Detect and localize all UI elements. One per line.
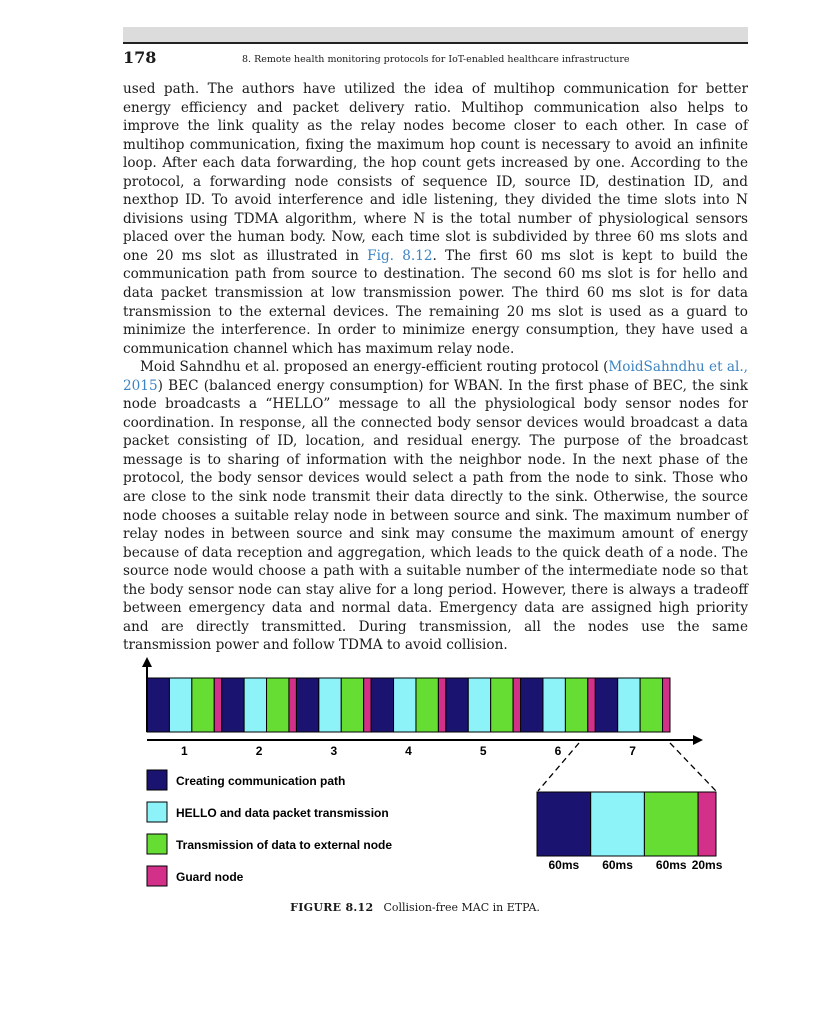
running-head: 8. Remote health monitoring protocols for IoT-enabled healthcare infrastructure: [242, 54, 630, 65]
slot-label-7: 7: [629, 744, 636, 758]
slot-labels: [181, 744, 636, 758]
slot-label-2: 2: [255, 744, 263, 758]
zoom-subslot-2: [591, 792, 645, 856]
slot-4-subslot-1: [371, 678, 393, 732]
slot-2-subslot-1: [222, 678, 244, 732]
zoom-connector-right: [670, 743, 716, 791]
timeline-bars: [147, 678, 670, 732]
slot-6-subslot-2: [543, 678, 565, 732]
paragraph-2-text-a: Moid Sahndhu et al. proposed an energy-efficient routing protocol (: [140, 359, 609, 376]
slot-label-4: 4: [405, 744, 412, 758]
slot-7-subslot-2: [618, 678, 640, 732]
figure-caption: [0, 901, 830, 914]
duration-label-3: 60ms: [655, 858, 687, 872]
citation-link[interactable]: MoidSahndhu et al., 2015: [123, 359, 748, 394]
zoom-labels: [548, 858, 722, 872]
page-number: 178: [123, 48, 157, 67]
slot-1-subslot-1: [147, 678, 169, 732]
slot-4-subslot-3: [416, 678, 438, 732]
slot-4-subslot-2: [394, 678, 416, 732]
slot-5-subslot-2: [468, 678, 490, 732]
slot-1-subslot-3: [192, 678, 214, 732]
slot-7-subslot-3: [640, 678, 662, 732]
slot-6-subslot-3: [565, 678, 587, 732]
slot-2-subslot-2: [244, 678, 266, 732]
legend-label-1: Creating communication path: [176, 774, 346, 788]
slot-3-subslot-3: [341, 678, 363, 732]
legend-swatch-4: [147, 866, 167, 886]
slot-label-5: 5: [479, 744, 487, 758]
paragraph-1-text-b: . The first 60 ms slot is kept to build the communication path from source to destination. The second 60 ms slot is for hello and data packet transmission at low transmission power. The third 60 ms slot is for data transmission to the external devices. The remaining 20 ms slot is used as a guard to minimize the interference. In order to minimize energy consumption, they have used a communication channel which has maximum relay node.: [123, 247, 748, 357]
slot-4-subslot-4: [438, 678, 445, 732]
slot-2-subslot-4: [289, 678, 296, 732]
legend-swatch-2: [147, 802, 167, 822]
duration-label-4: 20ms: [691, 858, 723, 872]
legend-swatch-1: [147, 770, 167, 790]
slot-7-subslot-1: [595, 678, 617, 732]
legend-label-2: HELLO and data packet transmission: [176, 806, 389, 820]
slot-5-subslot-4: [513, 678, 520, 732]
slot-3-subslot-4: [364, 678, 371, 732]
slot-3-subslot-2: [319, 678, 341, 732]
figure-reference-link[interactable]: Fig. 8.12: [367, 247, 433, 264]
slot-5-subslot-1: [446, 678, 468, 732]
zoom-subslot-1: [537, 792, 591, 856]
zoom-detail: [537, 792, 716, 856]
zoom-subslot-3: [644, 792, 698, 856]
duration-label-1: 60ms: [548, 858, 580, 872]
zoom-subslot-4: [698, 792, 716, 856]
figure-label: FIGURE 8.12: [290, 901, 374, 914]
slot-5-subslot-3: [491, 678, 513, 732]
slot-label-1: 1: [181, 744, 188, 758]
slot-label-3: 3: [330, 744, 338, 758]
slot-7-subslot-4: [663, 678, 670, 732]
legend-label-3: Transmission of data to external node: [176, 838, 393, 852]
slot-6-subslot-1: [521, 678, 543, 732]
slot-6-subslot-4: [588, 678, 595, 732]
figure-caption-text: Collision-free MAC in ETPA.: [383, 901, 540, 914]
slot-label-6: 6: [554, 744, 562, 758]
slot-3-subslot-1: [296, 678, 318, 732]
paragraph-2-text-b: ) BEC (balanced energy consumption) for WBAN. In the first phase of BEC, the sink node broadcasts a “HELLO” message to all the physiological body sensor nodes for coordination. In response, all the connected body sensor devices would broadcast a data packet consisting of ID, location, and residual energy. The purpose of the broadcast message is to sharing of information with the neighbor node. In the next phase of the protocol, the body sensor devices would select a path from the node to sink. Those who are close to the sink node transmit their data directly to the sink. Otherwise, the source node chooses a suitable relay node in between source and sink. The maximum number of relay nodes in between source and sink may consume the maximum amount of energy because of data reception and aggregation, which leads to the quick death of a node. The source node would choose a path with a suitable number of the intermediate node so that the body sensor node can stay alive for a long period. However, there is always a tradeoff between emergency data and normal data. Emergency data are assigned high priority and are directly transmitted. During transmission, all the nodes use the same transmission power and follow TDMA to avoid collision.: [123, 377, 748, 654]
slot-1-subslot-2: [169, 678, 191, 732]
paragraph-1-text-a: used path. The authors have utilized the idea of multihop communication for better energy efficiency and packet delivery ratio. Multihop communication also helps to improve the link quality as the relay nodes become closer to each other. In case of multihop communication, fixing the maximum hop count is necessary to avoid an infinite loop. After each data forwarding, the hop count gets increased by one. According to the protocol, a forwarding node consists of sequence ID, source ID, destination ID, and nexthop ID. To avoid interference and idle listening, they divided the time slots into N divisions using TDMA algorithm, where N is the total number of physiological sensors placed over the human body. Now, each time slot is subdivided by three 60 ms slots and one 20 ms slot as illustrated in: [123, 81, 748, 264]
legend-swatch-3: [147, 834, 167, 854]
legend: [147, 770, 392, 886]
duration-label-2: 60ms: [602, 858, 633, 872]
slot-2-subslot-3: [267, 678, 289, 732]
legend-label-4: Guard node: [176, 870, 244, 884]
slot-1-subslot-4: [214, 678, 221, 732]
